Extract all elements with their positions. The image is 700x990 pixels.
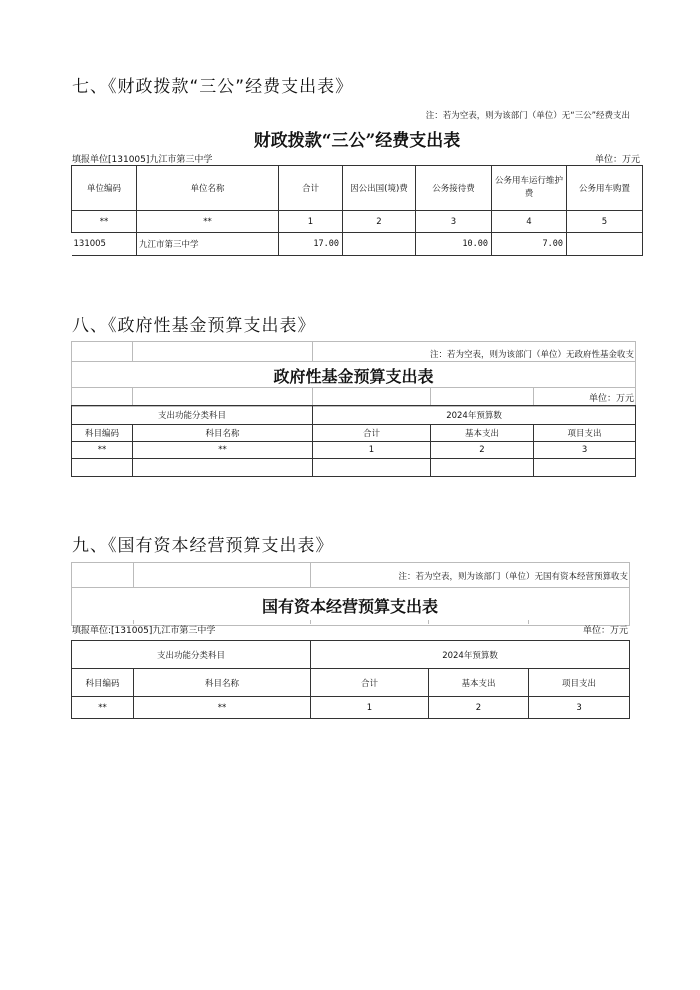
table-row <box>72 211 643 233</box>
section-9-reporting-unit: 填报单位:[131005]九江市第三中学 <box>72 626 216 636</box>
grid-line <box>132 387 133 405</box>
table-cell <box>72 459 133 477</box>
section-8-table <box>71 405 636 477</box>
table-cell: ** <box>72 211 137 233</box>
table-cell: ** <box>72 442 133 459</box>
section-8-heading: 八、《政府性基金预算支出表》 <box>72 316 316 336</box>
header-cell: 基本支出 <box>431 425 534 442</box>
group-header-cell: 支出功能分类科目 <box>72 641 311 669</box>
section-7-reporting-unit: 填报单位[131005]九江市第三中学 <box>72 155 213 165</box>
table-cell: 1 <box>313 442 431 459</box>
table-cell: 3 <box>534 442 636 459</box>
section-8-note: 注：若为空表，则为该部门（单位）无政府性基金收支 <box>429 350 634 360</box>
section-8-table-title: 政府性基金预算支出表 <box>273 367 434 386</box>
table-cell: 1 <box>279 211 343 233</box>
grid-line <box>71 361 635 362</box>
grid-line <box>71 387 635 388</box>
header-cell: 科目名称 <box>134 669 311 697</box>
section-9-currency-unit: 单位：万元 <box>582 626 628 636</box>
header-cell: 单位名称 <box>137 166 279 211</box>
table-group-header-row <box>72 406 636 425</box>
grid-line <box>312 387 313 405</box>
table-cell: 九江市第三中学 <box>137 233 279 256</box>
grid-line <box>533 387 534 405</box>
header-cell: 公务接待费 <box>416 166 492 211</box>
table-cell <box>567 233 643 256</box>
table-header-row <box>72 669 630 697</box>
table-cell: ** <box>133 442 313 459</box>
table-row <box>72 697 630 719</box>
header-cell: 科目名称 <box>133 425 313 442</box>
header-cell: 因公出国(境)费 <box>343 166 416 211</box>
header-cell: 项目支出 <box>534 425 636 442</box>
table-cell: 5 <box>567 211 643 233</box>
table-cell: 2 <box>429 697 529 719</box>
group-header-cell: 支出功能分类科目 <box>72 406 313 425</box>
group-header-cell: 2024年预算数 <box>311 641 630 669</box>
table-cell: 1 <box>311 697 429 719</box>
grid-line <box>132 341 133 361</box>
header-cell: 合计 <box>279 166 343 211</box>
table-cell: 4 <box>492 211 567 233</box>
table-cell: ** <box>137 211 279 233</box>
section-9-note: 注：若为空表，则为该部门（单位）无国有资本经营预算收支 <box>398 572 628 582</box>
section-9-heading: 九、《国有资本经营预算支出表》 <box>72 536 334 556</box>
section-7-table-title: 财政拨款“三公”经费支出表 <box>253 131 461 151</box>
grid-line <box>310 562 311 587</box>
header-cell: 合计 <box>311 669 429 697</box>
header-cell: 基本支出 <box>429 669 529 697</box>
table-cell: 2 <box>431 442 534 459</box>
grid-line <box>528 620 529 624</box>
grid-line <box>312 341 313 361</box>
header-cell: 公务用车运行维护费 <box>492 166 567 211</box>
section-8-currency-unit: 单位：万元 <box>588 394 634 404</box>
header-cell: 公务用车购置 <box>567 166 643 211</box>
table-header-row <box>72 166 643 211</box>
table-cell <box>133 459 313 477</box>
table-cell <box>431 459 534 477</box>
table-cell <box>313 459 431 477</box>
table-cell: 3 <box>529 697 630 719</box>
header-cell: 单位编码 <box>72 166 137 211</box>
table-row <box>72 233 643 256</box>
table-cell: ** <box>134 697 311 719</box>
table-group-header-row <box>72 641 630 669</box>
grid-line <box>428 620 429 624</box>
table-cell: 3 <box>416 211 492 233</box>
grid-line <box>133 562 134 587</box>
table-row <box>72 459 636 477</box>
table-cell: 2 <box>343 211 416 233</box>
section-7-note: 注：若为空表，则为该部门（单位）无“三公”经费支出 <box>425 111 630 121</box>
section-7-currency-unit: 单位：万元 <box>594 155 640 165</box>
table-cell: 10.00 <box>416 233 492 256</box>
header-cell: 科目编码 <box>72 425 133 442</box>
section-9-table-title: 国有资本经营预算支出表 <box>261 597 438 616</box>
table-cell: ** <box>72 697 134 719</box>
section-9-table <box>71 640 630 719</box>
table-cell: 131005 <box>72 233 137 256</box>
table-cell: 17.00 <box>279 233 343 256</box>
section-7-table <box>71 165 643 256</box>
section-7-heading: 七、《财政拨款“三公”经费支出表》 <box>72 77 354 97</box>
table-cell <box>343 233 416 256</box>
grid-line <box>430 387 431 405</box>
grid-line <box>310 620 311 624</box>
table-cell <box>534 459 636 477</box>
header-cell: 合计 <box>313 425 431 442</box>
header-cell: 科目编码 <box>72 669 134 697</box>
grid-line <box>71 587 629 588</box>
table-cell: 7.00 <box>492 233 567 256</box>
table-row <box>72 442 636 459</box>
group-header-cell: 2024年预算数 <box>313 406 636 425</box>
table-header-row <box>72 425 636 442</box>
header-cell: 项目支出 <box>529 669 630 697</box>
